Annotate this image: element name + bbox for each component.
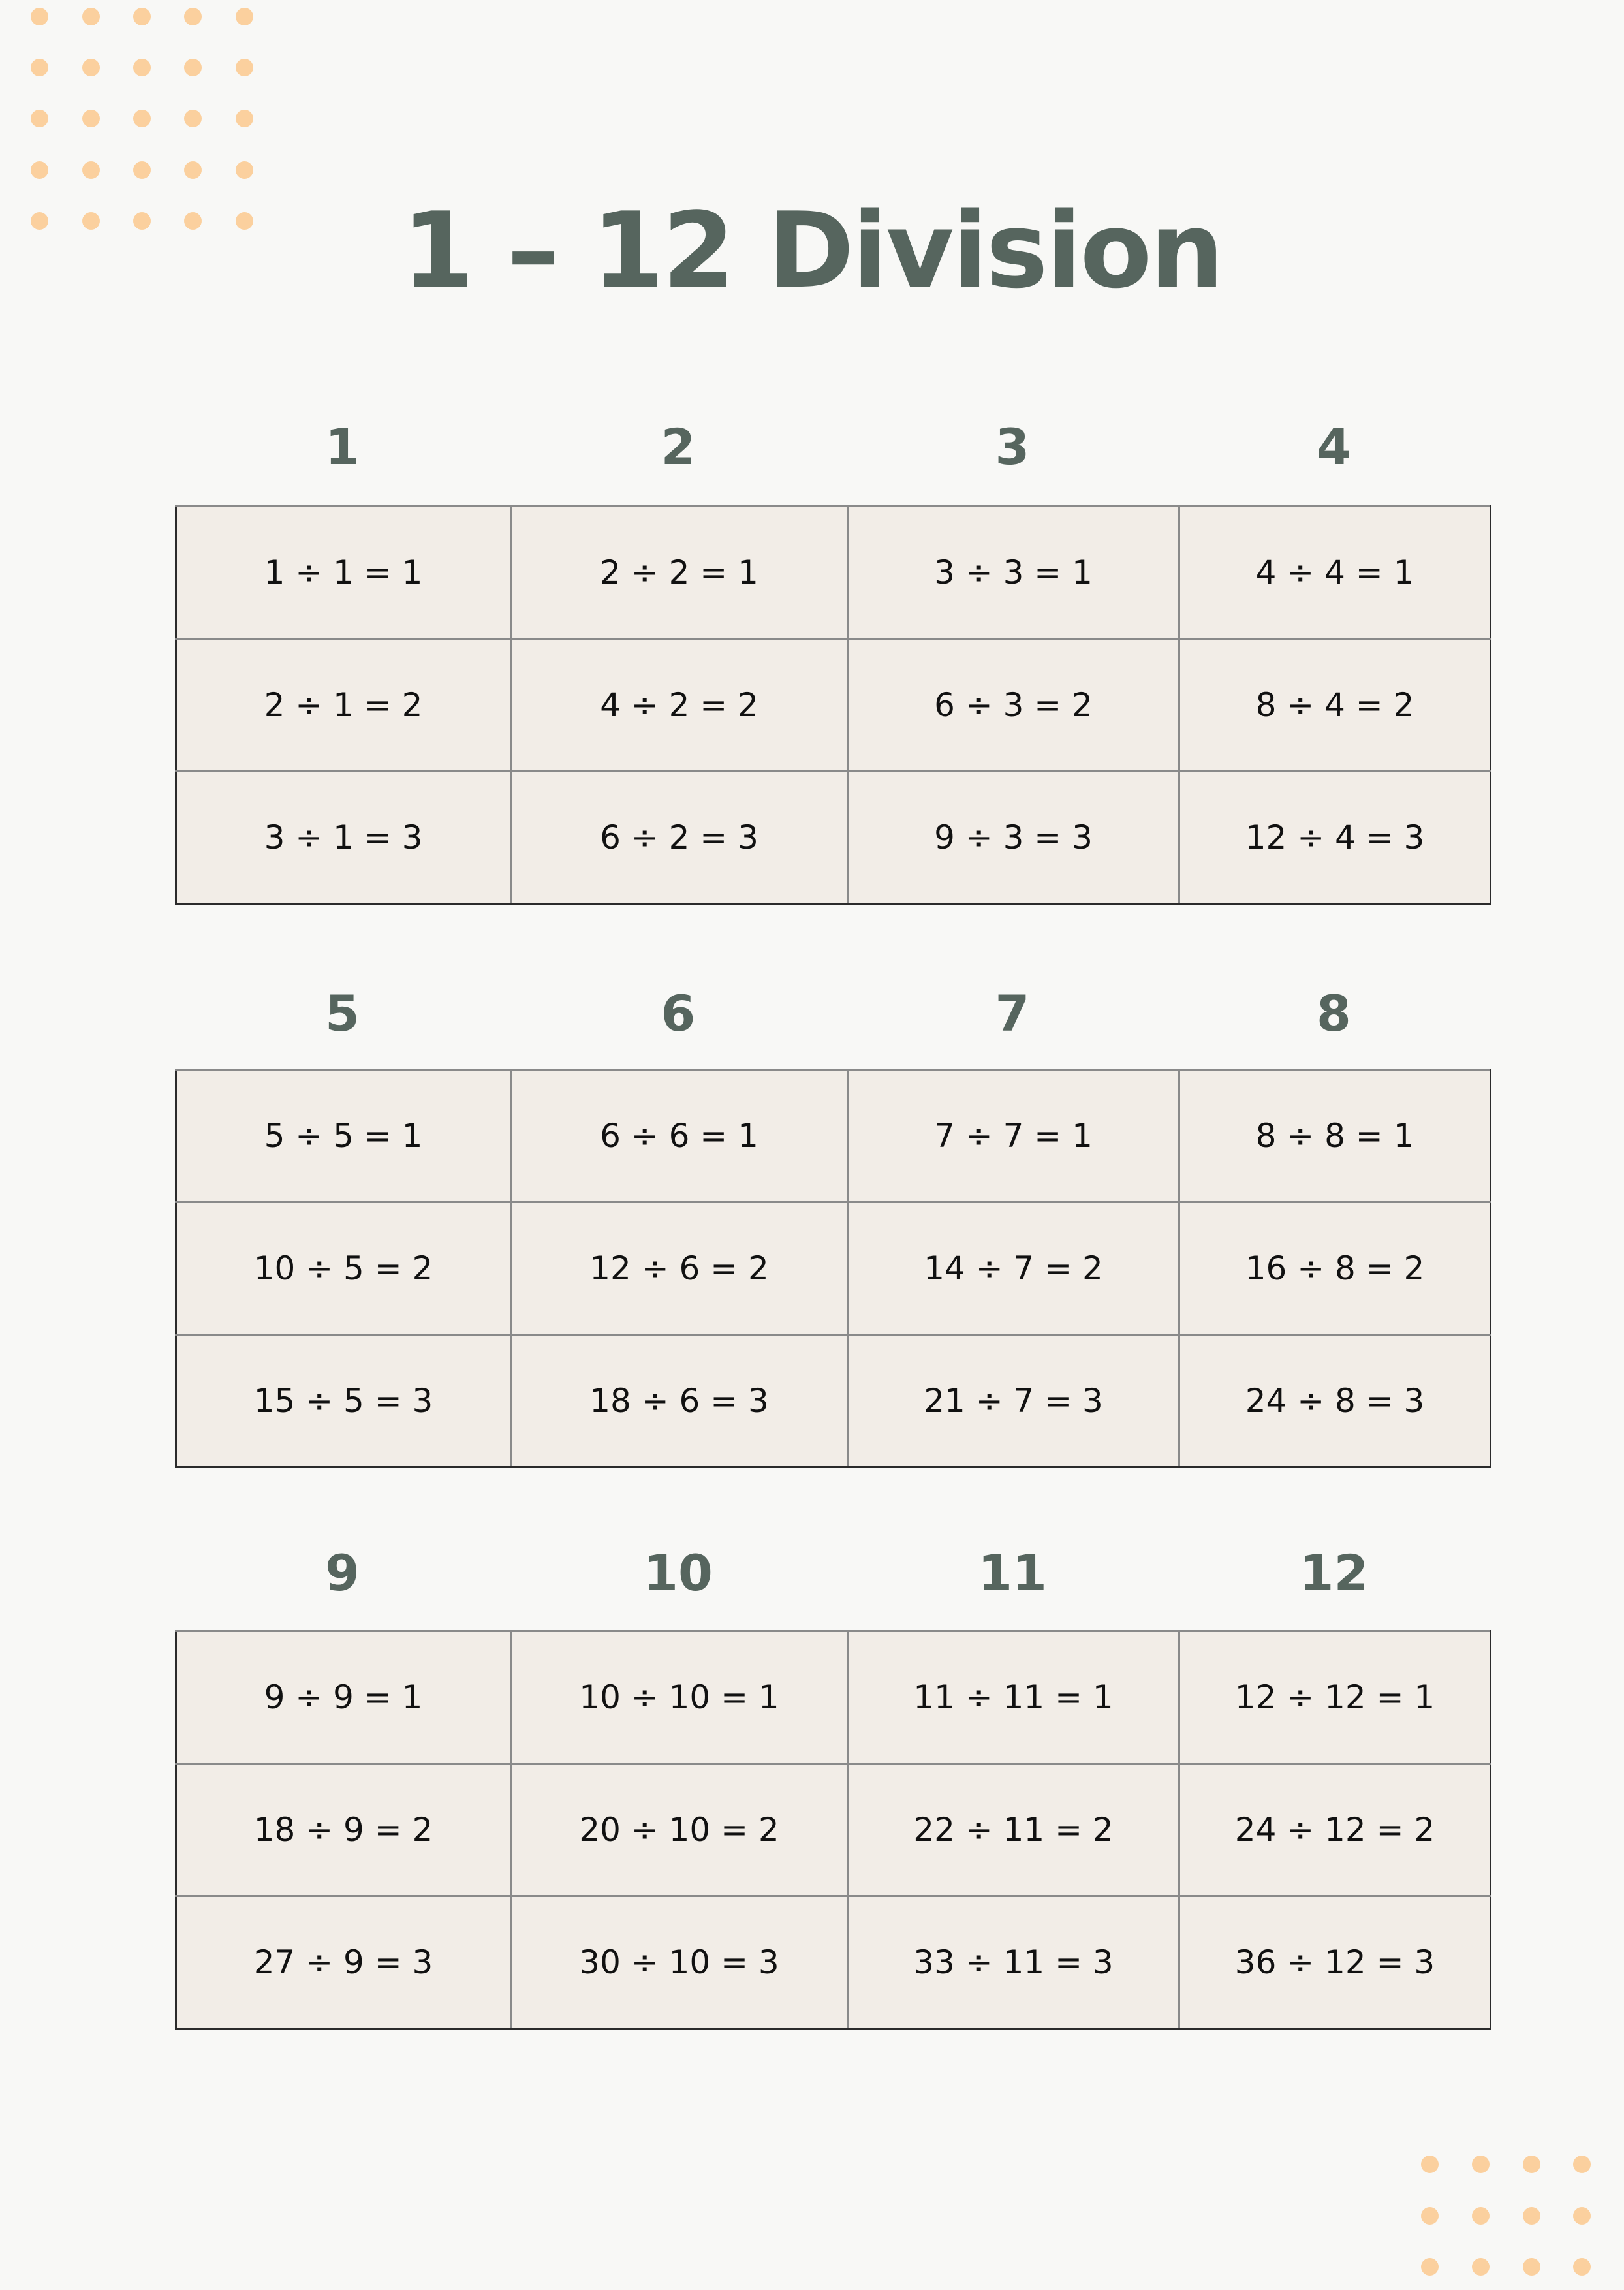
dot — [31, 110, 48, 127]
column-header: 7 — [995, 984, 1030, 1043]
dot — [236, 59, 253, 76]
dot — [1472, 2156, 1490, 2173]
equation-cell: 2 ÷ 2 = 1 — [511, 507, 848, 639]
equation-cell: 24 ÷ 12 = 2 — [1179, 1764, 1491, 1896]
dot — [133, 110, 151, 127]
equation-cell: 10 ÷ 5 = 2 — [176, 1202, 511, 1335]
dot — [82, 110, 100, 127]
dot — [1523, 2156, 1540, 2173]
equation-cell: 10 ÷ 10 = 1 — [511, 1631, 848, 1764]
dot — [1472, 2207, 1490, 2225]
column-header: 5 — [325, 984, 360, 1043]
dot — [236, 161, 253, 179]
equation-cell: 6 ÷ 2 = 3 — [511, 772, 848, 904]
equation-cell: 1 ÷ 1 = 1 — [176, 507, 511, 639]
equation-cell: 3 ÷ 1 = 3 — [176, 772, 511, 904]
equation-cell: 6 ÷ 3 = 2 — [848, 639, 1179, 772]
equation-cell: 12 ÷ 12 = 1 — [1179, 1631, 1491, 1764]
equation-cell: 18 ÷ 6 = 3 — [511, 1335, 848, 1467]
equation-cell: 8 ÷ 4 = 2 — [1179, 639, 1491, 772]
page-title: 1 – 12 Division — [401, 189, 1223, 311]
equation-cell: 4 ÷ 4 = 1 — [1179, 507, 1491, 639]
dot — [1472, 2258, 1490, 2276]
table-row — [176, 507, 1491, 639]
equation-cell: 2 ÷ 1 = 2 — [176, 639, 511, 772]
dot — [1421, 2258, 1439, 2276]
column-header: 10 — [644, 1544, 713, 1602]
equation-cell: 21 ÷ 7 = 3 — [848, 1335, 1179, 1467]
dot — [1573, 2156, 1591, 2173]
equation-cell: 24 ÷ 8 = 3 — [1179, 1335, 1491, 1467]
column-header: 6 — [661, 984, 696, 1043]
dot — [82, 8, 100, 25]
table-row — [176, 772, 1491, 904]
table-row — [176, 639, 1491, 772]
dot — [82, 59, 100, 76]
equation-cell: 18 ÷ 9 = 2 — [176, 1764, 511, 1896]
equation-cell: 7 ÷ 7 = 1 — [848, 1070, 1179, 1202]
equation-cell: 20 ÷ 10 = 2 — [511, 1764, 848, 1896]
equation-cell: 9 ÷ 9 = 1 — [176, 1631, 511, 1764]
dot — [1421, 2207, 1439, 2225]
table-row — [176, 1070, 1491, 1202]
table-row — [176, 1896, 1491, 2029]
column-header: 3 — [995, 418, 1030, 476]
column-header: 2 — [661, 418, 696, 476]
dot — [31, 59, 48, 76]
column-header: 1 — [325, 418, 360, 476]
equation-cell: 4 ÷ 2 = 2 — [511, 639, 848, 772]
table-row — [176, 1335, 1491, 1467]
column-header: 11 — [978, 1544, 1047, 1602]
equation-cell: 6 ÷ 6 = 1 — [511, 1070, 848, 1202]
division-table — [175, 1630, 1491, 2030]
dot — [1573, 2258, 1591, 2276]
dot — [31, 161, 48, 179]
equation-cell: 9 ÷ 3 = 3 — [848, 772, 1179, 904]
equation-cell: 11 ÷ 11 = 1 — [848, 1631, 1179, 1764]
dot — [236, 110, 253, 127]
equation-cell: 30 ÷ 10 = 3 — [511, 1896, 848, 2029]
table-row — [176, 1764, 1491, 1896]
dot — [184, 161, 202, 179]
dot — [133, 8, 151, 25]
dot — [1573, 2207, 1591, 2225]
division-table — [175, 505, 1491, 905]
column-header: 4 — [1317, 418, 1351, 476]
equation-cell: 36 ÷ 12 = 3 — [1179, 1896, 1491, 2029]
table-row — [176, 1202, 1491, 1335]
column-header: 8 — [1317, 984, 1351, 1043]
equation-cell: 12 ÷ 6 = 2 — [511, 1202, 848, 1335]
dot — [133, 161, 151, 179]
equation-cell: 33 ÷ 11 = 3 — [848, 1896, 1179, 2029]
dot — [133, 59, 151, 76]
equation-cell: 22 ÷ 11 = 2 — [848, 1764, 1179, 1896]
dot — [1523, 2258, 1540, 2276]
equation-cell: 5 ÷ 5 = 1 — [176, 1070, 511, 1202]
equation-cell: 14 ÷ 7 = 2 — [848, 1202, 1179, 1335]
equation-cell: 27 ÷ 9 = 3 — [176, 1896, 511, 2029]
column-header: 9 — [325, 1544, 360, 1602]
equation-cell: 8 ÷ 8 = 1 — [1179, 1070, 1491, 1202]
dot — [1421, 2156, 1439, 2173]
dot — [184, 110, 202, 127]
dot — [1523, 2207, 1540, 2225]
equation-cell: 3 ÷ 3 = 1 — [848, 507, 1179, 639]
equation-cell: 15 ÷ 5 = 3 — [176, 1335, 511, 1467]
division-table — [175, 1069, 1491, 1468]
dot — [184, 59, 202, 76]
dot — [184, 8, 202, 25]
column-header: 12 — [1299, 1544, 1369, 1602]
equation-cell: 12 ÷ 4 = 3 — [1179, 772, 1491, 904]
dot — [236, 8, 253, 25]
equation-cell: 16 ÷ 8 = 2 — [1179, 1202, 1491, 1335]
dot — [82, 161, 100, 179]
dot — [31, 8, 48, 25]
table-row — [176, 1631, 1491, 1764]
